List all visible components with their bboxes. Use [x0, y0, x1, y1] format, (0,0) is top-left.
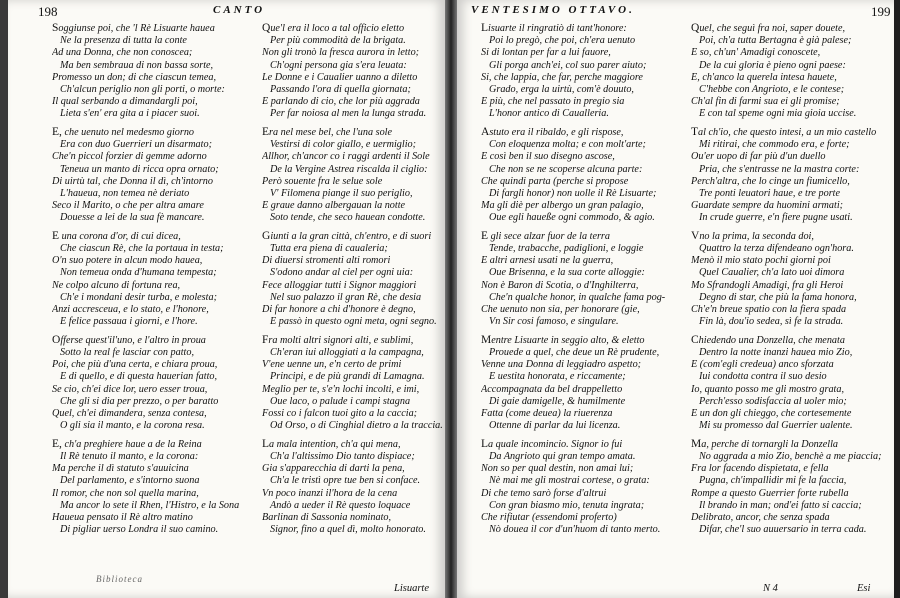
verse-line: Barlinan di Sassonia nominato, — [262, 511, 392, 523]
right-running-title: VENTESIMO OTTAVO. — [471, 4, 635, 16]
verse-line: Non so per qual destin, non amai lui; — [481, 463, 634, 475]
verse-line: La quale incomincio. Signor io fui — [481, 437, 623, 450]
verse-line: Gli porga anch'ei, col suo parer aiuto; — [489, 59, 647, 71]
verse-line: Le Donne e i Caualier uanno a diletto — [262, 71, 418, 83]
verse-line: E so, ch'un' Amadigi conoscete, — [691, 47, 821, 59]
verse-line: Passando l'ora di quella giornata; — [270, 84, 411, 96]
verse-line: Ottenne di parlar da lui licenza. — [489, 420, 621, 432]
stanza — [691, 334, 894, 433]
verse-line: Lieta s'en' era gita a i piacer suoi. — [60, 108, 200, 120]
verse-line: Che'n qualche honor, in qualche fama pog- — [489, 291, 666, 303]
verse-line: Teneua un manto di ricca opra ornato; — [60, 163, 219, 175]
verse-line: Di far honore a chi d'honore è degno, — [262, 304, 416, 316]
verse-line: Il qual serbando a dimandargli poi, — [52, 96, 198, 108]
verse-line: Fin là, dou'io sedea, sì fe la strada. — [699, 316, 844, 328]
verse-line: Guardate sempre da huomini armati; — [691, 200, 844, 212]
stanza — [691, 438, 894, 537]
verse-line: E graue danno albergauan la notte — [262, 200, 406, 212]
verse-line: Quattro la terza difendeano ogn'hora. — [699, 243, 854, 255]
left-page — [8, 0, 445, 598]
verse-line: V' Filomena piange il suo periglio, — [270, 187, 413, 199]
verse-line: E così ben il suo disegno ascose, — [481, 151, 615, 163]
verse-line: Che quindi parta (perche si propose — [481, 175, 629, 187]
verse-line: Nel suo palazzo il gran Rè, che desia — [270, 291, 422, 303]
stanza — [691, 126, 894, 225]
verse-line: Non è Baron di Scotia, o d'Inghilterra, — [481, 279, 639, 291]
verse-line: E, ch'a preghiere haue a de la Reina — [52, 437, 202, 450]
right-column-1 — [481, 22, 686, 542]
verse-line: Mi ritirai, che commodo era, e forte; — [699, 139, 850, 151]
verse-line: Haueua pensato il Rè altro matino — [52, 511, 193, 523]
verse-line: Sotto la real fe lasciar con patto, — [60, 346, 195, 358]
verse-line: Si, che lappia, che far, perche maggiore — [481, 71, 643, 83]
verse-line: Delibrato, ancor, che senza spada — [691, 511, 830, 523]
verse-line: Anzi accresceua, e lo stato, e l'honore, — [52, 304, 209, 316]
verse-line: Ad una Donna, che non conoscea; — [52, 47, 193, 59]
verse-line: E altri arnesi usati ne la guerra, — [481, 255, 614, 267]
verse-line: Non temeua onda d'humana tempesta; — [60, 267, 217, 279]
verse-line: Però souente fra le selue sole — [262, 175, 383, 187]
verse-line: Con eloquenza molta; e con molt'arte; — [489, 139, 646, 151]
verse-line: Di fargli honor) non uolle il Rè Lisuarte; — [489, 187, 657, 199]
verse-line: Vn Sir cosi famoso, e singulare. — [489, 316, 619, 328]
verse-line: Offerse quest'il'uno, e l'altro in proua — [52, 333, 206, 346]
verse-line: Con gran biasmo mio, tenuta ingrata; — [489, 499, 645, 511]
verse-line: Di che temo sarò forse d'altrui — [481, 487, 607, 499]
verse-line: Che non se ne scoperse alcuna parte: — [489, 163, 643, 175]
verse-line: Ma ancor lo sete il Rhen, l'Histro, e la Sona — [60, 499, 240, 511]
left-running-title: CANTO — [213, 4, 266, 16]
library-stamp: Biblioteca — [96, 574, 143, 584]
verse-line: V'ene uenne un, e'n certo de primi — [262, 359, 402, 371]
verse-line: Ch'ogni persona gia s'era leuata: — [270, 59, 407, 71]
verse-line: E una corona d'or, di cui dicea, — [52, 229, 181, 242]
verse-line: Ch'a le tristì opre tue ben si conface. — [270, 475, 421, 487]
left-running-head — [8, 4, 445, 20]
verse-line: Mentre Lisuarte in seggio alto, & eletto — [481, 333, 645, 346]
right-running-head — [457, 4, 894, 20]
verse-line: La mala intention, ch'a qui mena, — [262, 437, 401, 450]
verse-line: Perch'altra, che lo cinge un fiumicello, — [691, 175, 850, 187]
verse-line: Quel, che seguì fra noi, saper douete, — [691, 22, 846, 34]
stanza — [262, 438, 445, 537]
verse-line: Chiedendo una Donzella, che menata — [691, 333, 845, 346]
verse-line: Principi, e de più grandi di Lamagna. — [270, 371, 425, 383]
verse-line: Gia s'apparecchia di darti la pena, — [262, 463, 405, 475]
verse-line: Ne la presenza di tutta la conte — [60, 35, 187, 47]
verse-line: Pria, che s'entrasse ne la mastra corte: — [699, 163, 860, 175]
verse-line: Nè mai me gli mostrai cortese, o grata: — [489, 475, 650, 487]
verse-line: Tutta era piena di caualeria; — [270, 243, 388, 255]
verse-line: E felice passaua i giorni, e l'hore. — [60, 316, 198, 328]
verse-line: E gli sece alzar fuor de la terra — [481, 229, 610, 242]
verse-line: E, che uenuto nel medesmo giorno — [52, 125, 195, 138]
verse-line: Ma, perche di tornargli la Donzella — [691, 437, 838, 450]
right-catchword: Esi — [857, 583, 871, 594]
stanza — [262, 230, 445, 329]
verse-line: Dentro la notte inanzi hauea mio Zio, — [699, 346, 853, 358]
verse-line: Fra molti altri signori alti, e sublimi, — [262, 333, 414, 346]
verse-line: Di pigliar uerso Londra il suo camino. — [60, 524, 219, 536]
verse-line: Ma perche il dì statuto s'auuicina — [52, 463, 189, 475]
verse-line: E parlando di cio, che lor più aggrada — [262, 96, 420, 108]
stanza — [52, 126, 257, 225]
verse-line: Que'l era il loco a tal officio eletto — [262, 22, 405, 34]
verse-line: E un don gli chieggo, che cortesemente — [691, 407, 852, 419]
verse-line: Il Rè tenuto il manto, e la corona: — [60, 450, 199, 462]
verse-line: Menò il mio stato pochi giorni poi — [691, 255, 831, 267]
verse-line: Vn poco inanzi il'hora de la cena — [262, 487, 398, 499]
verse-line: Od Orso, o di Cinghial dietro a la traccia. — [270, 420, 443, 432]
verse-line: Fece alloggiar tutti i Signor maggiori — [262, 279, 417, 291]
verse-line: Del parlamento, e s'intorno suona — [60, 475, 200, 487]
verse-line: C'hebbe con Angrioto, e le contese; — [699, 84, 845, 96]
verse-line: Ou'er uopo di far più d'un duello — [691, 151, 826, 163]
verse-line: Soto tende, che seco hauean condotte. — [270, 212, 426, 224]
verse-line: Che ciascun Rè, che la portaua in testa; — [60, 243, 224, 255]
verse-line: Fra lor facendo dispietata, e fella — [691, 463, 829, 475]
verse-line: Fossi co i falcon tuoi gito a la caccia; — [262, 407, 418, 419]
verse-line: Oue Brisenna, e la sua corte alloggie: — [489, 267, 645, 279]
verse-line: Era nel mese bel, che l'una sole — [262, 125, 393, 138]
verse-line: Pugna, ch'impallidir mi fe la faccia, — [699, 475, 847, 487]
verse-line: Ma ben sembraua di non bassa sorte, — [60, 59, 214, 71]
verse-line: Ch'e i mondani desir turba, e molesta; — [60, 291, 217, 303]
verse-line: Da Angrioto qui gran tempo amata. — [489, 450, 636, 462]
book-right-edge — [894, 0, 900, 598]
verse-line: Venne una Donna di leggiadro aspetto; — [481, 359, 642, 371]
verse-line: E (com'egli credeua) anco sforzata — [691, 359, 834, 371]
stanza — [481, 126, 686, 225]
verse-line: Che'n piccol forzier di gemme adorno — [52, 151, 207, 163]
verse-line: O'n suo potere in alcun modo hauea, — [52, 255, 203, 267]
verse-line: Giunti a la gran città, ch'entro, e di suori — [262, 229, 432, 242]
verse-line: Il romor, che non sol quella marina, — [52, 487, 199, 499]
verse-line: Iui condotta contra il suo desio — [699, 371, 827, 383]
verse-line: Di diuersi stromenti alti romori — [262, 255, 391, 267]
right-page-number: 199 — [871, 4, 891, 19]
verse-line: Mo Sfrandogli Amadigi, fra gli Heroi — [691, 279, 844, 291]
verse-line: Quel, ch'ei dimandera, senza contesa, — [52, 407, 207, 419]
verse-line: L'honor antico di Caualleria. — [489, 108, 609, 120]
right-column-2 — [691, 22, 894, 542]
verse-line: E passò in questo ogni meta, ogni segno. — [270, 316, 437, 328]
verse-line: Rompe a questo Guerrier forte rubella — [691, 487, 849, 499]
verse-line: Poi, che più d'una certa, e chiara proua, — [52, 359, 218, 371]
verse-line: Seco il Marito, o che per altra amare — [52, 200, 204, 212]
stanza — [52, 334, 257, 433]
verse-line: Tende, trabacche, padiglioni, e loggie — [489, 243, 644, 255]
left-page-number: 198 — [38, 4, 58, 19]
verse-line: De la Vergine Astrea riscalda il ciglio: — [270, 163, 428, 175]
verse-line: Ch'e'n breue spatio con la fiera spada — [691, 304, 847, 316]
book-left-edge — [0, 0, 8, 598]
verse-line: Difar, che'l suo auuersario in terra cada. — [699, 524, 867, 536]
signature-mark: N 4 — [763, 583, 778, 594]
verse-line: Di uirtù tal, che Donna il dì, ch'intorno — [52, 175, 213, 187]
stanza — [691, 22, 894, 121]
stanza — [481, 334, 686, 433]
verse-line: Non gli tronò la fresca aurora in letto; — [262, 47, 420, 59]
left-column-2 — [262, 22, 445, 542]
verse-line: O gli sia il manto, e la corona resa. — [60, 420, 205, 432]
stanza — [262, 22, 445, 121]
verse-line: Ne colpo alcuno di fortuna rea, — [52, 279, 181, 291]
verse-line: Per più commodità de la brigata. — [270, 35, 406, 47]
verse-line: E più, che nel passato in pregio sia — [481, 96, 625, 108]
verse-line: Che rifiutar (essendomi proferto) — [481, 511, 617, 523]
verse-line: Douesse a lei de la sua fè mancare. — [60, 212, 205, 224]
verse-line: Vno la prima, la seconda doi, — [691, 229, 814, 242]
verse-line: Quel Caualier, ch'a lato uoi dimora — [699, 267, 845, 279]
stanza — [262, 334, 445, 433]
verse-line: L'haueua, non temea nè deriato — [60, 187, 190, 199]
verse-line: Per far noiosa al men la lunga strada. — [270, 108, 427, 120]
verse-line: Fatta (come deuea) la riuerenza — [481, 407, 613, 419]
verse-line: Ma gli diè per albergo un gran palagio, — [481, 200, 644, 212]
verse-line: E di quello, e di questa hauerian fatto, — [60, 371, 218, 383]
stanza — [481, 22, 686, 121]
verse-line: Allhor, ch'ancor co i raggi ardenti il Sole — [262, 151, 430, 163]
right-page — [457, 0, 894, 598]
verse-line: Soggiunse poi, che 'l Rè Lisuarte hauea — [52, 22, 215, 34]
stanza — [481, 438, 686, 537]
stanza — [52, 230, 257, 329]
verse-line: Che uenuto non sia, per honorare (gie, — [481, 304, 640, 316]
verse-line: In crude guerre, e'n fiere pugne usati. — [699, 212, 853, 224]
verse-line: Oue laco, o palude i campi stagna — [270, 395, 411, 407]
verse-line: Andò a ueder il Rè questo loquace — [270, 499, 411, 511]
verse-line: Ch'alcun periglio non gli porti, o morte: — [60, 84, 225, 96]
verse-line: S'odono andar al ciel per ogni uia: — [270, 267, 414, 279]
verse-line: Degno di star, che più la fama honora, — [699, 291, 857, 303]
verse-line: E uestita honorata, e riccamente; — [489, 371, 626, 383]
verse-line: Meglio per te, s'e'n lochi incolti, e imi, — [262, 383, 420, 395]
verse-line: Poi, ch'a tutta Bertagna è già palese; — [699, 35, 852, 47]
verse-line: E con tal speme ogni mia gioia uccise. — [699, 108, 857, 120]
verse-line: Nò douea il cor d'un'huom di tanto merto. — [489, 524, 661, 536]
verse-line: Era con duo Guerrieri un disarmato; — [60, 139, 212, 151]
verse-line: Promesso un don; di che ciascun temea, — [52, 71, 216, 83]
verse-line: Tre ponti leuatori haue, e tre porte — [699, 187, 841, 199]
verse-line: Perch'esso sodisfaccia al uoler mio; — [699, 395, 847, 407]
book-gutter — [445, 0, 457, 598]
stanza — [691, 230, 894, 329]
verse-line: Io, quanto posso me gli mostro grata, — [691, 383, 845, 395]
verse-line: Prouede a quel, che deue un Rè prudente, — [489, 346, 660, 358]
verse-line: Mi su promesso dal Guerrier ualente. — [699, 420, 853, 432]
verse-line: Se cio, ch'ei dice lor, uero esser troua, — [52, 383, 208, 395]
verse-line: Accompagnata da bel drappelletto — [481, 383, 623, 395]
left-column-1 — [52, 22, 257, 542]
verse-line: Il brando in man; ond'ei fatto si caccia; — [699, 499, 862, 511]
stanza — [52, 438, 257, 537]
stanza — [481, 230, 686, 329]
verse-line: Ch'a l'altissimo Dio tanto dispiace; — [270, 450, 415, 462]
verse-line: De la cui gloria è pieno ogni paese: — [699, 59, 846, 71]
verse-line: Grado, erga la uirtù, com'è douuto, — [489, 84, 634, 96]
verse-line: Signor, fino a quel dì, molto honorato. — [270, 524, 426, 536]
verse-line: Oue egli haueße ogni commodo, & agio. — [489, 212, 655, 224]
verse-line: Ch'al fin di farmi sua ei gli promise; — [691, 96, 840, 108]
stanza — [52, 22, 257, 121]
left-catchword: Lisuarte — [394, 583, 430, 594]
verse-line: Si di lontan per far a lui fauore, — [481, 47, 611, 59]
verse-line: Poi lo pregò, che poi, ch'era uenuto — [489, 35, 636, 47]
verse-line: Che gli si dia per prezzo, o per baratto — [60, 395, 219, 407]
verse-line: Lisuarte il ringratiò di tant'honore: — [481, 22, 627, 34]
verse-line: Tal ch'io, che questo intesi, a un mio castello — [691, 125, 877, 138]
verse-line: E, ch'anco la querela intesa hauete, — [691, 71, 837, 83]
verse-line: Astuto era il ribaldo, e gli rispose, — [481, 125, 624, 138]
stanza — [262, 126, 445, 225]
verse-line: Ch'eran iui alloggiati a la campagna, — [270, 346, 424, 358]
verse-line: Vestirsi di color giallo, e uermiglio; — [270, 139, 417, 151]
verse-line: No aggrada a mio Zio, benchè a me piaccia; — [699, 450, 882, 462]
verse-line: Di gaie damigelle, & humilmente — [489, 395, 626, 407]
